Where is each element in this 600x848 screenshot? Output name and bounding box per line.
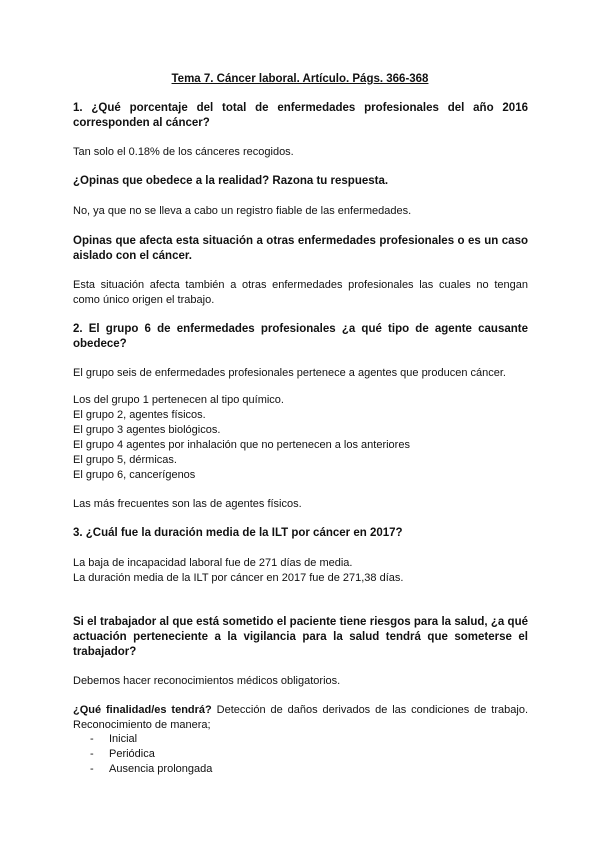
answer-1c: Esta situación afecta también a otras enfermedades profesionales las cuales no tengan como único origen el trabajo. <box>73 279 528 306</box>
answer-3-line: La duración media de la ILT por cáncer en 2017 fue de 271,38 días. <box>73 572 404 584</box>
page-title: Tema 7. Cáncer laboral. Artículo. Págs. 366-368 <box>171 73 429 85</box>
answer-1b: No, ya que no se lleva a cabo un registro fiable de las enfermedades. <box>73 205 412 217</box>
bullet-dash: - <box>90 763 94 775</box>
list-item-label: Periódica <box>109 748 155 760</box>
list-item <box>90 762 212 777</box>
group-line: El grupo 2, agentes físicos. <box>73 409 206 421</box>
question-3: 3. ¿Cuál fue la duración media de la ILT por cáncer en 2017? <box>73 527 403 539</box>
list-item <box>90 732 212 747</box>
bullet-dash: - <box>90 748 94 760</box>
list-item <box>90 747 212 762</box>
group-line: El grupo 3 agentes biológicos. <box>73 424 221 436</box>
question-1: 1. ¿Qué porcentaje del total de enfermedades profesionales del año 2016 corresponden al cáncer? <box>73 102 528 129</box>
group-line: El grupo 5, dérmicas. <box>73 454 177 466</box>
answer-3-line: La baja de incapacidad laboral fue de 271 días de media. <box>73 557 353 569</box>
group-line: Los del grupo 1 pertenecen al tipo químico. <box>73 394 284 406</box>
question-5-lead: ¿Qué finalidad/es tendrá? <box>73 704 212 716</box>
answer-2: El grupo seis de enfermedades profesionales pertenece a agentes que producen cáncer. <box>73 367 506 379</box>
list-item-label: Ausencia prolongada <box>109 763 213 775</box>
question-1c: Opinas que afecta esta situación a otras enfermedades profesionales o es un caso aislado con el cáncer. <box>73 235 528 262</box>
question-5 <box>73 703 528 733</box>
answer-2b: Las más frecuentes son las de agentes físicos. <box>73 498 302 510</box>
bullet-list <box>90 732 212 777</box>
groups-list <box>73 393 528 483</box>
group-line: El grupo 6, cancerígenos <box>73 469 196 481</box>
question-1b: ¿Opinas que obedece a la realidad? Razona tu respuesta. <box>73 175 389 187</box>
list-item-label: Inicial <box>109 733 138 745</box>
bullet-dash: - <box>90 733 94 745</box>
question-5-text: Detección de daños derivados de las condiciones de trabajo. Reconocimiento de manera; <box>73 704 528 731</box>
answer-1: Tan solo el 0.18% de los cánceres recogidos. <box>73 146 294 158</box>
group-line: El grupo 4 agentes por inhalación que no pertenecen a los anteriores <box>73 439 410 451</box>
question-2: 2. El grupo 6 de enfermedades profesionales ¿a qué tipo de agente causante obedece? <box>73 323 528 350</box>
answer-4: Debemos hacer reconocimientos médicos obligatorios. <box>73 675 341 687</box>
question-4: Si el trabajador al que está sometido el paciente tiene riesgos para la salud, ¿a qué actuación perteneciente a la vigilancia para la salud tendrá que someterse el trabajador? <box>73 616 528 658</box>
answer-3 <box>73 556 528 586</box>
